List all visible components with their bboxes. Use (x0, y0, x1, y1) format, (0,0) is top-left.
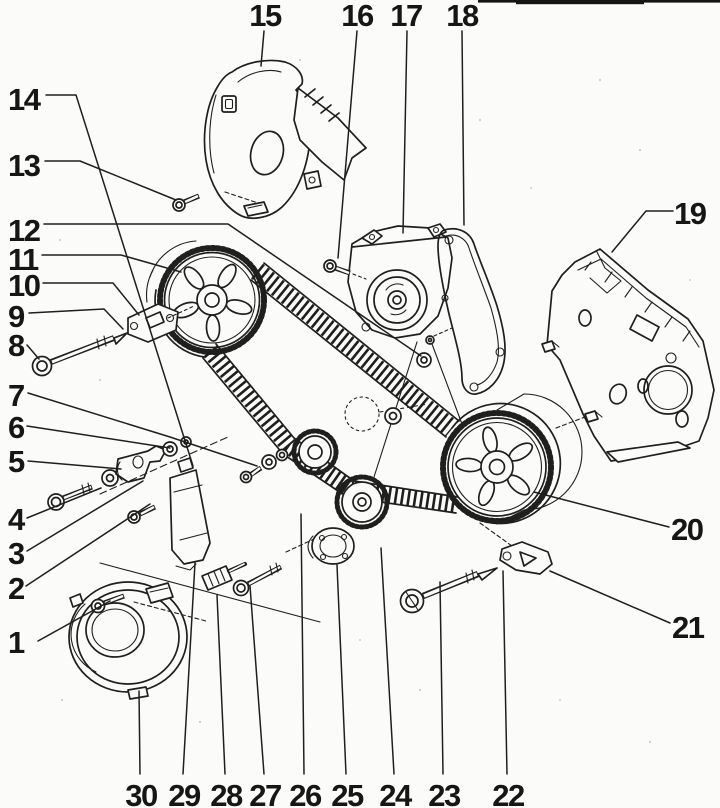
callout-label-22: 22 (492, 778, 524, 808)
part-water-pump (348, 224, 452, 344)
callout-label-17: 17 (390, 0, 422, 33)
callout-label-15: 15 (249, 0, 281, 33)
part-hydraulic-tensioner (170, 458, 210, 570)
leader-26 (301, 514, 304, 774)
part-crank-sprocket-right (443, 394, 582, 524)
leader-25 (337, 565, 346, 774)
callout-label-6: 6 (8, 410, 24, 445)
leader-19 (612, 211, 673, 252)
callout-label-13: 13 (8, 148, 40, 183)
leader-17 (403, 31, 407, 233)
callout-label-27: 27 (249, 778, 281, 808)
callout-label-21: 21 (672, 610, 704, 645)
callout-label-12: 12 (8, 213, 40, 248)
part-crank-toothed-sprocket (337, 477, 387, 527)
engine-block-context-lines (100, 342, 462, 622)
part-long-bolt-8 (33, 333, 128, 376)
leader-5 (28, 461, 121, 469)
leader-8 (27, 345, 39, 359)
part-upper-timing-cover (205, 60, 367, 218)
callout-label-3: 3 (8, 536, 24, 571)
leader-18 (462, 31, 464, 225)
leader-2 (26, 504, 150, 586)
callout-label-20: 20 (671, 512, 703, 547)
leader-22 (503, 571, 507, 774)
leader-6 (27, 426, 170, 448)
leader-13 (45, 161, 176, 200)
callout-label-8: 8 (8, 328, 24, 363)
scan-artifact-top-bar (478, 0, 720, 4)
callout-label-19: 19 (674, 196, 706, 231)
callout-label-16: 16 (341, 0, 373, 33)
callout-label-1: 1 (8, 625, 24, 660)
leader-28 (217, 595, 225, 774)
leader-20 (534, 492, 669, 527)
callout-label-10: 10 (8, 268, 40, 303)
callout-label-11: 11 (8, 242, 38, 277)
callout-label-9: 9 (8, 299, 24, 334)
callout-label-7: 7 (8, 378, 24, 413)
part-seal-flange-cover (69, 582, 187, 699)
part-sensor-bracket-5 (116, 446, 166, 482)
callout-label-2: 2 (8, 571, 24, 606)
part-bracket-21 (480, 523, 552, 574)
leader-9 (29, 309, 123, 329)
leader-23 (440, 582, 443, 774)
part-tensioner-roller (294, 431, 336, 473)
callout-label-29: 29 (168, 778, 200, 808)
callout-label-28: 28 (210, 778, 242, 808)
leader-27 (250, 586, 264, 774)
part-screw-13 (173, 196, 199, 211)
callout-label-25: 25 (331, 778, 363, 808)
callout-label-14: 14 (8, 82, 40, 117)
callout-label-23: 23 (428, 778, 460, 808)
callout-label-30: 30 (125, 778, 157, 808)
leader-30 (139, 691, 140, 774)
part-bolt-4 (48, 483, 92, 510)
callout-label-24: 24 (379, 778, 411, 808)
callout-label-26: 26 (289, 778, 321, 808)
callout-label-18: 18 (446, 0, 478, 33)
part-rear-timing-cover (542, 249, 714, 462)
leader-11 (42, 255, 181, 272)
part-crank-hub-plate (308, 528, 354, 564)
callout-label-4: 4 (8, 502, 24, 537)
callout-label-5: 5 (8, 444, 24, 479)
part-long-bolt-23 (401, 568, 498, 613)
leader-29 (183, 563, 195, 774)
leader-24 (381, 548, 394, 774)
part-pivot-bolt-7 (241, 450, 288, 483)
leader-21 (550, 571, 670, 623)
